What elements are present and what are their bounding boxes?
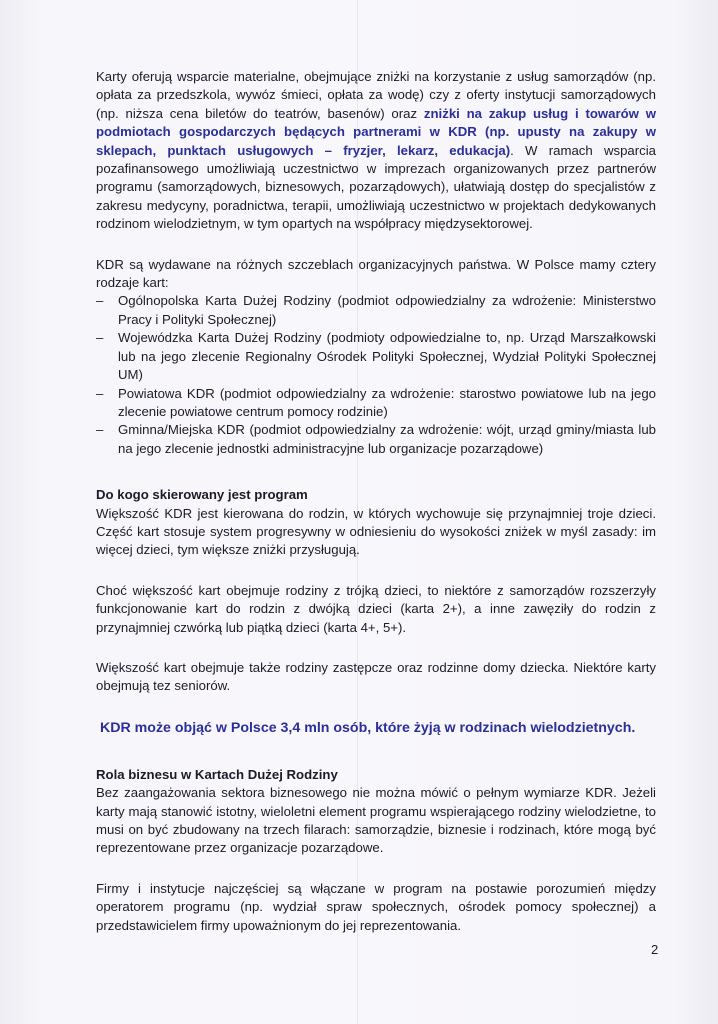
spacer <box>96 234 656 256</box>
list-item-text: Gminna/Miejska KDR (podmiot odpowiedzialny za wdrożenie: wójt, urząd gminy/miasta lub na jego zlecenie jednostki administracyjne lub organizacje pozarządowe) <box>118 422 656 456</box>
paragraph-target-group: Większość KDR jest kierowana do rodzin, w których wychowuje się przynajmniej troje dzieci. Część kart stosuje system progresywny w odniesieniu do wysokości zniżek w myśl zasady: im więcej dzieci, tym większe zniżki przysługują. <box>96 505 656 558</box>
paragraph-support-text-b: . W ramach wsparcia pozafinansowego umożliwiają uczestnictwo w imprezach organizowanych przez partnerów programu (samorządowych, biznesowych, pozarządowych), ułatwiają dostęp do specjalistów z zakresu medycyny, poradnictwa, terapii, umożliwiają uczestnictwo w projektach dedykowanych rodzinom wielodzietnym, w tym opartych na współpracy międzysektorowej. <box>96 142 656 232</box>
section-heading-target-group: Do kogo skierowany jest program <box>96 487 308 503</box>
list-item-text: Ogólnopolska Karta Dużej Rodziny (podmiot odpowiedzialny za wdrożenie: Ministerstwo Pracy i Polityki Społecznej) <box>118 293 656 327</box>
spacer <box>96 458 656 486</box>
paragraph-card-levels: KDR są wydawane na różnych szczeblach organizacyjnych państwa. W Polsce mamy cztery rodzaje kart: <box>96 256 656 291</box>
list-dash: – <box>96 385 104 401</box>
paragraph-support <box>96 68 656 234</box>
card-types-list <box>96 292 656 458</box>
list-item <box>96 292 656 329</box>
page-number: 2 <box>651 942 659 957</box>
paragraph-business-role: Bez zaangażowania sektora biznesowego nie można mówić o pełnym wymiarze KDR. Jeżeli karty mają stanowić istotny, wieloletni element programu wspierającego rodziny wielodzietne, to musi on być zbudowany na trzech filarach: samorządzie, biznesie i rodzinach, które mogą być reprezentowane przez organizacje pozarządowe. <box>96 785 656 856</box>
callout-statistic: KDR może objąć w Polsce 3,4 mln osób, które żyją w rodzinach wielodzietnych. <box>100 719 636 736</box>
list-item <box>96 329 656 384</box>
paragraph-card-scope: Choć większość kart obejmuje rodziny z trójką dzieci, to niektóre z samorządów rozszerzyły funkcjonowanie kart do rodzin z dwójką dzieci (karta 2+), a inne zawęziły do rodzin z przynajmniej czwórką lub piątką dzieci (karta 4+, 5+). <box>96 582 656 635</box>
list-dash: – <box>96 293 104 309</box>
list-dash: – <box>96 422 104 438</box>
section-heading-business-role: Rola biznesu w Kartach Dużej Rodziny <box>96 766 338 782</box>
spacer <box>96 560 656 582</box>
list-item-text: Powiatowa KDR (podmiot odpowiedzialny za wdrożenie: starostwo powiatowe lub na jego zlecenie powiatowe centrum pomocy rodzinie) <box>118 385 656 419</box>
list-dash: – <box>96 330 104 346</box>
spacer <box>96 858 656 880</box>
spacer <box>96 637 656 659</box>
paragraph-support-text-a: Karty oferują wsparcie materialne, obejmujące zniżki na korzystanie z usług samorządów (np. opłata za przedszkola, wywóz śmieci, opłata za wodę) czy z oferty instytucji samorządowych (np. niższa cena biletów do teatrów, basenów) oraz <box>96 69 656 121</box>
paragraph-support-highlight: zniżki na zakup usług i towarów w podmiotach gospodarczych będących partnerami w KDR (np. upusty na zakupy w sklepach, punktach usługowych – fryzjer, lekarz, edukacja) <box>96 105 656 158</box>
spacer <box>96 738 656 766</box>
list-item <box>96 385 656 422</box>
spacer <box>96 696 656 718</box>
list-item <box>96 421 656 458</box>
document-body <box>96 68 656 935</box>
list-item-text: Wojewódzka Karta Dużej Rodziny (podmioty odpowiedzialne to, np. Urząd Marszałkowski lub na jego zlecenie Regionalny Ośrodek Polityki Społecznej, Wydział Polityki Społecznej UM) <box>118 330 656 383</box>
paragraph-agreements: Firmy i instytucje najczęściej są włączane w program na postawie porozumień między operatorem programu (np. wydział spraw społecznych, ośrodek pomocy społecznej) a przedstawicielem firmy upoważnionym do jej reprezentowania. <box>96 880 656 933</box>
paragraph-foster-families: Większość kart obejmuje także rodziny zastępcze oraz rodzinne domy dziecka. Niektóre karty obejmują tez seniorów. <box>96 659 656 694</box>
